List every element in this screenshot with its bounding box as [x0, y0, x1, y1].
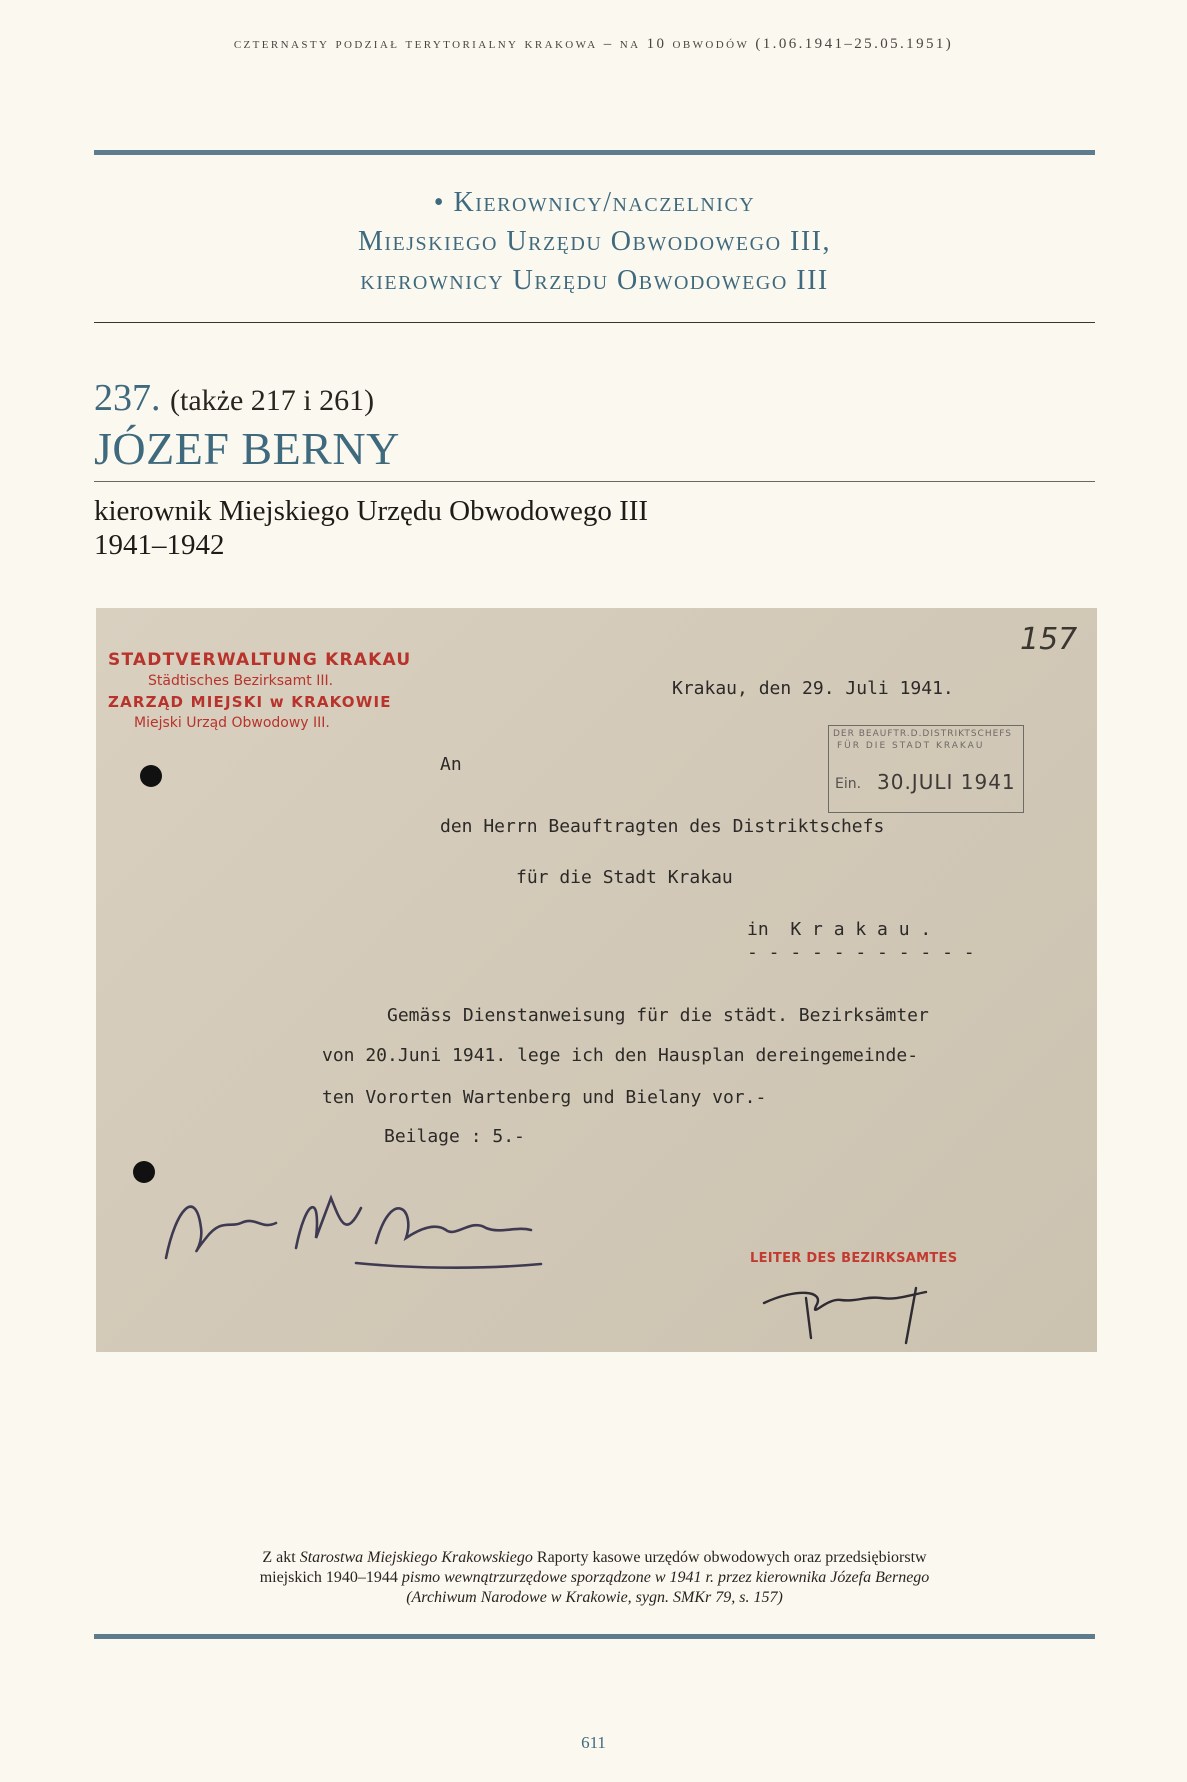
section-title-line2: Miejskiego Urzędu Obwodowego III, — [358, 226, 831, 257]
caption-part4: miejskich 1940–1944 — [259, 1569, 402, 1586]
received-stamp-prefix: Ein. — [835, 776, 862, 792]
addressee-underline: - - - - - - - - - - - — [747, 942, 975, 963]
bottom-rule — [94, 1634, 1095, 1639]
figure-caption — [94, 1548, 1095, 1608]
body-line1: Gemäss Dienstanweisung für die städt. Bezirksämter — [387, 1005, 929, 1026]
date-line: Krakau, den 29. Juli 1941. — [672, 678, 954, 699]
top-rule — [94, 150, 1095, 155]
signature — [756, 1268, 936, 1348]
received-stamp-line1: DER BEAUFTR.D.DISTRIKTSCHEFS — [833, 729, 1013, 739]
office-stamp-line3: ZARZĄD MIEJSKI w KRAKOWIE — [108, 693, 392, 711]
caption-line1 — [94, 1548, 1095, 1568]
received-stamp — [828, 725, 1024, 813]
entry-role: kierownik Miejskiego Urzędu Obwodowego III — [94, 495, 649, 527]
caption-line2 — [94, 1568, 1095, 1588]
page-number: 611 — [581, 1733, 606, 1752]
entry-name: JÓZEF BERNY — [94, 423, 400, 474]
punch-hole-top — [140, 765, 162, 787]
caption-part5: pismo wewnątrzurzędowe sporządzone w 1941 r. przez kierownika Józefa Bernego — [401, 1569, 930, 1586]
body-line3: ten Vororten Wartenberg und Bielany vor.- — [322, 1087, 767, 1108]
caption-line3: (Archiwum Narodowe w Krakowie, sygn. SMKr 79, s. 157) — [406, 1589, 783, 1606]
enclosure-line: Beilage : 5.- — [384, 1126, 525, 1147]
signature-stamp: LEITER DES BEZIRKSAMTES — [750, 1251, 958, 1266]
section-title-line3: kierownicy Urzędu Obwodowego III — [360, 265, 829, 296]
section-rule — [94, 322, 1095, 323]
caption-part1: Z akt — [262, 1549, 300, 1566]
section-title — [94, 183, 1095, 300]
entry-role-block — [94, 494, 1094, 562]
entry-number: 237. — [94, 377, 161, 419]
received-stamp-line2: FÜR DIE STADT KRAKAU — [837, 741, 985, 751]
caption-part3: Raporty kasowe urzędów obwodowych oraz przedsiębiorstw — [532, 1549, 927, 1566]
handwritten-note — [146, 1168, 566, 1288]
caption-part2: Starostwa Miejskiego Krakowskiego — [299, 1549, 533, 1566]
entry-number-line — [94, 376, 374, 420]
office-stamp-line4: Miejski Urząd Obwodowy III. — [134, 715, 330, 731]
running-head: czternasty podział terytorialny krakowa – na 10 obwodów (1.06.1941–25.05.1951) — [233, 36, 954, 52]
addressee-line1: den Herrn Beauftragten des Distriktschefs — [440, 816, 885, 837]
addressee-line3: in K r a k a u . — [747, 919, 932, 940]
scanned-document — [96, 608, 1097, 1352]
office-stamp-line2: Städtisches Bezirksamt III. — [148, 673, 334, 689]
addressee-line2: für die Stadt Krakau — [516, 867, 733, 888]
section-title-line1: • Kierownicy/naczelnicy — [433, 187, 756, 218]
folio-number: 157 — [1020, 622, 1078, 657]
entry-years: 1941–1942 — [94, 529, 225, 561]
received-stamp-date: 30.JULI 1941 — [877, 770, 1016, 794]
entry-also: (także 217 i 261) — [170, 384, 375, 417]
entry-name-rule — [94, 481, 1095, 482]
office-stamp-line1: STADTVERWALTUNG KRAKAU — [108, 650, 412, 670]
office-stamp — [108, 650, 411, 734]
body-line2: von 20.Juni 1941. lege ich den Hausplan dereingemeinde- — [322, 1045, 919, 1066]
salutation: An — [440, 754, 462, 775]
